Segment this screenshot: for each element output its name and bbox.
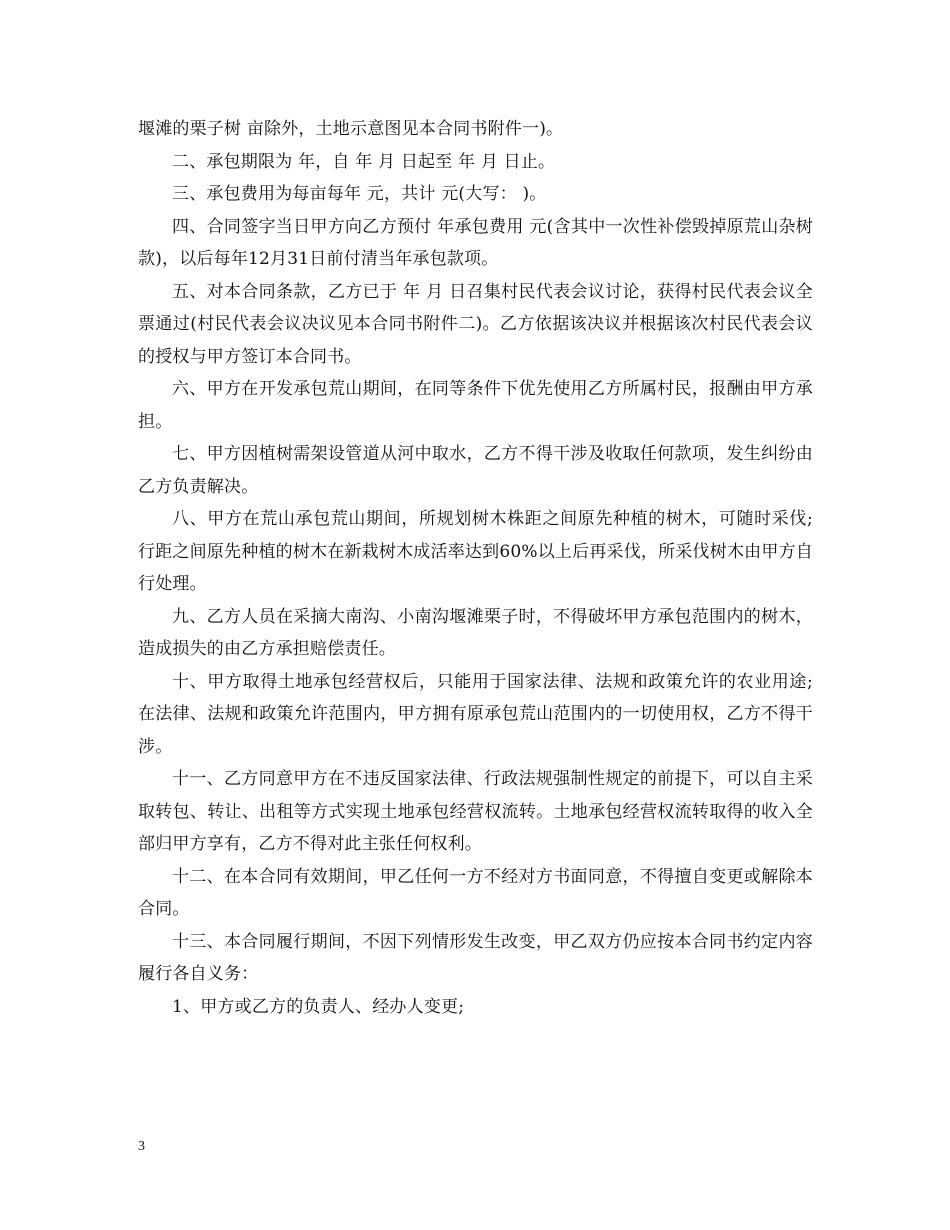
paragraph-12: 十二、在本合同有效期间，甲乙任何一方不经对方书面同意，不得擅自变更或解除本合同。 — [138, 866, 813, 919]
paragraph-2: 二、承包期限为 年，自 年 月 日起至 年 月 日止。 — [172, 151, 556, 172]
paragraph-4: 四、合同签字当日甲方向乙方预付 年承包费用 元(含其中一次性补偿毁掉原荒山杂树款)，以后每年12月31日前付清当年承包款项。 — [138, 216, 813, 269]
paragraph-10: 十、甲方取得土地承包经营权后，只能用于国家法律、法规和政策允许的农业用途;在法律、法规和政策允许范围内，甲方拥有原承包荒山范围内的一切使用权，乙方不得干涉。 — [138, 671, 813, 757]
paragraph-7: 七、甲方因植树需架设管道从河中取水，乙方不得干涉及收取任何款项，发生纠纷由乙方负责解决。 — [138, 444, 813, 497]
paragraph-6: 六、甲方在开发承包荒山期间，在同等条件下优先使用乙方所属村民，报酬由甲方承担。 — [138, 379, 813, 432]
paragraph-1: 堰滩的栗子树 亩除外，土地示意图见本合同书附件一)。 — [138, 119, 564, 139]
paragraph-5: 五、对本合同条款，乙方已于 年 月 日召集村民代表会议讨论，获得村民代表会议全票通过(村民代表会议决议见本合同书附件二)。乙方依据该决议并根据该次村民代表会议的授权与甲方签订本合同书。 — [138, 281, 813, 367]
page-number: 3 — [138, 1139, 145, 1154]
paragraph-9: 九、乙方人员在采摘大南沟、小南沟堰滩栗子时，不得破坏甲方承包范围内的树木，造成损失的由乙方承担赔偿责任。 — [138, 606, 813, 659]
paragraph-11: 十一、乙方同意甲方在不违反国家法律、行政法规强制性规定的前提下，可以自主采取转包、转让、出租等方式实现土地承包经营权流转。土地承包经营权流转取得的收入全部归甲方享有，乙方不得对此主张任何权利。 — [138, 769, 813, 854]
paragraph-14: 1、甲方或乙方的负责人、经办人变更; — [172, 996, 465, 1017]
document-body — [138, 113, 813, 1023]
paragraph-8: 八、甲方在荒山承包荒山期间，所规划树木株距之间原先种植的树木，可随时采伐;行距之间原先种植的树木在新栽树木成活率达到60%以上后再采伐，所采伐树木由甲方自行处理。 — [138, 509, 813, 594]
paragraph-3: 三、承包费用为每亩每年 元，共计 元(大写： )。 — [172, 184, 547, 204]
paragraph-13: 十三、本合同履行期间，不因下列情形发生改变，甲乙双方仍应按本合同书约定内容履行各自义务： — [138, 931, 813, 984]
